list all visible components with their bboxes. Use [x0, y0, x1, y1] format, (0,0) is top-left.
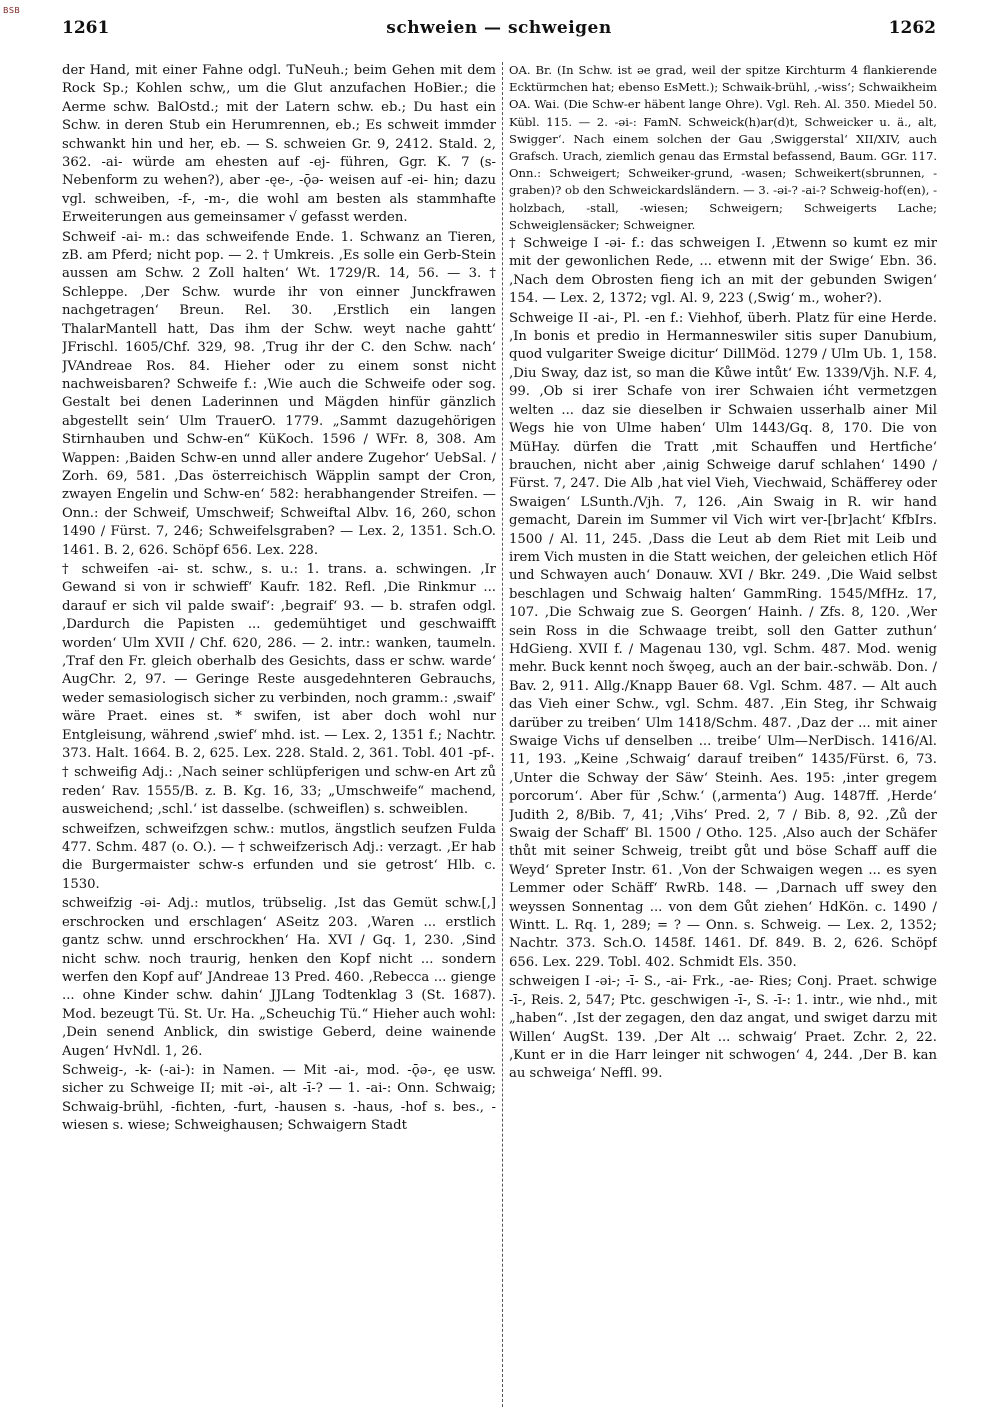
- running-head-keywords: schweien — schweigen: [386, 18, 612, 38]
- entry-schweifzen: schweifzen, schweifzgen schw.: mutlos, ängstlich seufzen Fulda 477. Schm. 487 (o. O.). — † schweifzerisch Adj.: verzagt. ‚Er hab die Burgermaister schw-s erfunden und sie getrost‘ Hlb. c. 1530.: [62, 821, 496, 892]
- entry-schweifig: † schweifig Adj.: ‚Nach seiner schlüpferigen und schw-en Art zů reden‘ Rav. 1555/B. z. B. Kg. 16, 33; „Umschweife“ machend, ausweichend; ‚schl.‘ ist dasselbe. (schweiflen) s. schweiblen.: [62, 765, 496, 818]
- entry-schweige-2: Schweige II -ai-, Pl. -en f.: Viehhof, überh. Platz für eine Herde. ‚In bonis et predio in Hermanneswiler sitis super Danubium, quod vulgariter Sweige dicitur‘ DillMöd. 1279 / Ulm Ub. 1, 158. ‚Diu Sway, daz ist, so man die Kůwe intůt‘ Ew. 1339/Vjh. N.F. 4, 99. ‚Ob si irer Schafe von irer Schwaien ićht vermetzgen welten ... daz sie dieselben ir Schwaien usserhalb ainer Mil Wegs hie von Ulme haben‘ Ulm 1443/Gq. 8, 170. Die von MüHay. dürfen die Tratt ‚mit Schauffen und Hertfiche‘ brauchen, nicht aber ‚ainig Schweige daruf schlahen‘ 1490 / Fürst. 7, 247. Die Alb ‚hat viel Vieh, Viechwaid, Schäfferey oder Swaigen‘ LSunth./Vjh. 7, 126. ‚Ain Swaig in R. wir hand gemacht, Darein im Summer vil Vich wirt ver-[br]acht‘ KfbIrs. 1500 / Al. 11, 245. ‚Dass die Leut ab dem Riet mit Leib und irem Vich musten in die Statt weichen, der geleichen etlich Höf und Schwayen auch‘ Donauw. XVI / Bkr. 249. ‚Die Waid selbst beschlagen und Schwaig halten‘ GammRing. 1545/MfHz. 17, 107. ‚Die Schwaig zue S. Georgen‘ Hainh. / Zfs. 8, 120. ‚Wer sein Ross in die Schwaage treibt, soll den Gatter zuthun‘ HdGieng. XVII f. / Magenau 130, vgl. Schm. 487. Mod. wenig mehr. Buck kennt noch šwǫeg, auch an der bair.-schwäb. Don. / Bav. 2, 911. Allg./Knapp Bauer 68. Vgl. Schm. 487. — Alt auch das Vieh einer Schw., vgl. Schm. 487. ‚Ein Steg, ihr Schwaig darüber zu treiben‘ Ulm 1418/Schm. 487. ‚Daz der ... mit ainer Swaige Vichs uf denselben ... treibe‘ Ulm—NerDisch. 1416/Al. 11, 193. „Keine ‚Schwaig‘ darauf treiben“ 1435/Fürst. 6, 73. ‚Unter die Schway der Säw‘ Steinh. Aes. 195: ‚inter gregem porcorum‘. Aber für ‚Schw.‘ (‚armenta‘) Aug. 1487ff. ‚Herde‘ Judith 2, 8/Bib. 7, 41; ‚Vihs‘ Pred. 2, 7 / Bib. 8, 92. ‚Zů der Swaig der Schaff‘ Bl. 1500 / Otho. 125. ‚Also auch der Schäfer thůt mit seiner Schweig, treibt gůt und böse Schaff auff die Weyd‘ Spreter Instr. 61. ‚Von der Schwaigen wegen ... es syen Lemmer oder Schäff‘ RwRb. 148. — ‚Darnach uff swey den weyssen Sonnentag ... von dem Gůt ziehen‘ HdKön. c. 1490 / Wintt. L. Rq. 1, 289; = ? — Onn. s. Schweig. — Lex. 2, 1352; Nachtr. 373. Sch.O. 1458f. 1461. Df. 849. B. 2, 626. Schöpf 656. Lex. 229. Tobl. 402. Schmidt Els. 350.: [509, 310, 937, 970]
- entry-schweig-names-continued: OA. Br. (In Schw. ist ǝe grad, weil der spitze Kirchturm 4 flankierende Ecktürmchen hat; ebenso EsMett.); Schwaik-brühl, ‚-wiss‘; Schwaikheim OA. Wai. (Die Schw-er häbent lange Ohre). Vgl. Reh. Al. 350. Miedel 50. Kübl. 115. — 2. -əi-: FamN. Schweick(h)ar(d)t, Schweicker u. ä., alt, Swigger‘. Nach einem solchen der Gau ‚Swiggerstal‘ XII/XIV, auch Grafsch. Urach, ziemlich genau das Ermstal befassend, Baum. GGr. 117. Onn.: Schweigert; Schweiker-grund, -wasen; Schweikert(sbrunnen, -graben)? ob den Schweickardsländern. — 3. -əi-? -ai-? Schweig-hof(en), -holzbach, -stall, -wiesen; Schweigern; Schweigerts Lache; Schweiglensäcker; Schweigner.: [509, 63, 937, 232]
- page-number-right: 1262: [888, 18, 936, 38]
- entry-schweifzig: schweifzig -əi- Adj.: mutlos, trübselig. ‚Ist das Gemüt schw.[,] erschrocken und erschlagen‘ ASeitz 203. ‚Waren ... erstlich gantz schw. unnd erschrockhen‘ Ha. XVI / Gq. 1, 230. ‚Sind nicht schw. noch traurig, henken den Kopf nicht ... sondern werfen den Kopf auf‘ JAndreae 13 Pred. 460. ‚Rebecca ... gienge ... ohne Kinder schw. dahin‘ JJLang Todtenklag 3 (St. 1687). Mod. bezeugt Tü. St. Ur. Ha. „Scheuchig Tü.“ Hieher auch wohl: ‚Dein senend Anblick, din swistige Geberd, deine wainende Augen‘ HvNdl. 1, 26.: [62, 896, 496, 1059]
- entry-schweien-continued: der Hand, mit einer Fahne odgl. TuNeuh.; beim Gehen mit dem Rock Sp.; Kohlen schw,, um die Glut anzufachen HoBier.; die Aerme schw. BalOstd.; mit der Latern schw. eb.; Du hast ein Schw. in deren Stub ein Herumrennen, eb.; Es schweit immder schwankt hin und her, eb. — S. schweien Gr. 9, 2412. Stald. 2, 362. -ai- würde am ehesten auf -ej- führen, Ggr. K. 7 (s- Nebenform zu wehen?), aber -ęe-, -ǭə- weisen auf -ei- hin; dazu vgl. schweiben, -f-, -m-, die wohl am besten als stammhafte Erweiterungen aus gemeinsamer √ gefasst werden.: [62, 63, 496, 226]
- entry-schweigen-1: schweigen I -əi-; -ī- S., -ai- Frk., -ae- Ries; Conj. Praet. schwige -ī-, Reis. 2, 547; Ptc. geschwigen -ī-, S. -ī-: 1. intr., wie nhd., mit „haben“. ‚Ist der zegagen, den daz angat, und swiget darzu mit Willen‘ AugSt. 139. ‚Der Alt ... schwaig‘ Praet. Zchr. 2, 22. ‚Kunt er in die Harr leinger nit schwogen‘ 4, 244. ‚Der B. kan au schweiga‘ Neffl. 99.: [509, 974, 937, 1082]
- page-number-left: 1261: [62, 18, 110, 38]
- left-column: [62, 62, 496, 1414]
- library-stamp: BSB: [3, 6, 21, 15]
- entry-schweif: Schweif -ai- m.: das schweifende Ende. 1. Schwanz an Tieren, zB. am Pferd; nicht pop. — 2. † Umkreis. ‚Es solle ein Gerb-Stein aussen am Schw. 2 Zoll halten‘ Wt. 1729/R. 14, 56. — 3. † Schleppe. ‚Der Schw. wurde ihr von einner Junckfrawen nachgetragen‘ Breun. Rel. 30. ‚Erstlich ein langen ThalarMantell hatt, Das ihm der Schw. weyt nache gahtt‘ JFrischl. 1605/Chf. 329, 98. ‚Trug ihr der C. den Schw. nach‘ JVAndreae Ros. 84. Hieher oder zu einem sonst nicht nachweisbaren? Schweife f.: ‚Wie auch die Schweife oder sog. Gestalt bei denen Laderinnen und Mägden hinfür gänzlich abgestellt sein‘ Ulm TrauerO. 1779. „Sammt dazugehörigen Stirnhauben und Schw-en“ KüKoch. 1596 / WFr. 8, 308. Am Wappen: ‚Baiden Schw-en unnd aller andere Zugehor‘ UebSal. / Zorh. 69, 581. ‚Das österreichisch Wäpplin sampt der Cron, zwayen Engelin und Schw-en‘ 582: herabhangender Streifen. — Onn.: der Schweif, Umschweif; Schweiftal Albv. 16, 260, schon 1490 / Fürst. 7, 246; Schweifelsgraben? — Lex. 2, 1351. Sch.O. 1461. B. 2, 626. Schöpf 656. Lex. 228.: [62, 229, 496, 558]
- entry-schweifen: † schweifen -ai- st. schw., s. u.: 1. trans. a. schwingen. ‚Ir Gewand si von ir schwieff‘ Kaufr. 182. Refl. ‚Die Rinkmur ... darauf er sich vil palde swaif‘: ‚begraif‘ 93. — b. strafen odgl. ‚Dardurch die Papisten ... gedemühtiget und geschwaifft worden‘ Ulm XVII / Chf. 620, 286. — 2. intr.: wanken, taumeln. ‚Traf den Fr. gleich oberhalb des Gesichts, dass er schw. warde‘ AugChr. 2, 97. — Geringe Reste ausgedehnteren Gebrauchs, weder semasiologisch sicher zu verbinden, noch gramm.: ‚swaif‘ wäre Praet. eines st. * swifen, ist aber doch wohl nur Entgleisung, während ‚swief‘ mhd. ist. — Lex. 2, 1351 f.; Nachtr. 373. Halt. 1664. B. 2, 625. Lex. 228. Stald. 2, 361. Tobl. 401 -pf-.: [62, 561, 496, 762]
- entry-schweig-names: Schweig-, -k- (-ai-): in Namen. — Mit -ai-, mod. -ǭə-, ęe usw. sicher zu Schweige II; mit -əi-, alt -ī-? — 1. -ai-: Onn. Schwaig; Schwaig-brühl, -fichten, -furt, -hausen s. -haus, -hof s. bes., -wiesen s. wiese; Schweighausen; Schwaigern Stadt: [62, 1062, 496, 1134]
- column-divider: [502, 62, 503, 1407]
- entry-schweige-1: † Schweige I -əi- f.: das schweigen I. ‚Etwenn so kumt ez mir mit der gewonlichen Rede, ... etwenn mit der Swige‘ Ebn. 36. ‚Nach dem Obrosten fieng ich an mit der gebunden Swigen‘ 154. — Lex. 2, 1372; vgl. Al. 9, 223 (‚Swig‘ m., woher?).: [509, 236, 937, 307]
- page-header: [62, 18, 936, 46]
- right-column: [509, 62, 937, 1414]
